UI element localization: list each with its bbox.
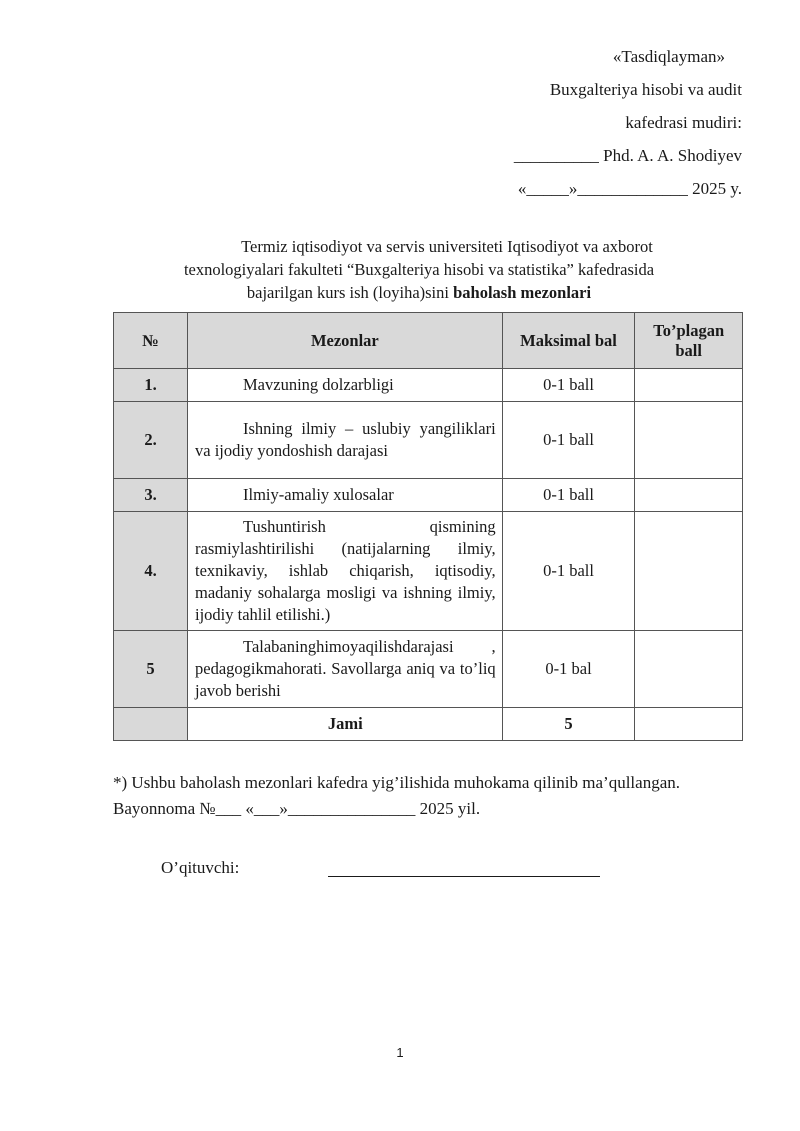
document-title xyxy=(114,235,744,304)
header-collected-score: To’plagan ball xyxy=(635,313,743,369)
row-max-score: 0-1 ball xyxy=(502,402,635,479)
signature-line xyxy=(328,876,600,877)
table-row xyxy=(114,479,743,512)
header-criteria: Mezonlar xyxy=(188,313,503,369)
title-line-3-bold: baholash mezonlari xyxy=(453,283,592,302)
table-row xyxy=(114,631,743,708)
row-criterion xyxy=(188,512,503,631)
row-number: 2. xyxy=(114,402,188,479)
row-criterion xyxy=(188,369,503,402)
table-row xyxy=(114,512,743,631)
title-line-3-plain: bajarilgan kurs ish (loyiha)sini xyxy=(246,283,454,302)
table-total-row xyxy=(114,708,743,741)
title-line-3 xyxy=(114,281,744,304)
row-number: 5 xyxy=(114,631,188,708)
page-number: 1 xyxy=(396,1045,404,1060)
note-line-2: Bayonnoma №___ «___»_______________ 2025 yil. xyxy=(113,799,481,818)
total-collected-score xyxy=(635,708,743,741)
row-number: 4. xyxy=(114,512,188,631)
title-line-1: Termiz iqtisodiyot va servis universiteti Iqtisodiyot va axborot xyxy=(241,237,653,256)
title-line-2: texnologiyalari fakulteti “Buxgalteriya hisobi va statistika” kafedrasida xyxy=(183,260,655,279)
criterion-text: Mavzuning dolzarbligi xyxy=(243,375,394,394)
header-number: № xyxy=(114,313,188,369)
total-max-score: 5 xyxy=(502,708,635,741)
row-number: 1. xyxy=(114,369,188,402)
table-header-row xyxy=(114,313,743,369)
row-criterion xyxy=(188,479,503,512)
row-number: 3. xyxy=(114,479,188,512)
row-criterion xyxy=(188,402,503,479)
criterion-text: Tushuntirish qismining rasmiylashtirilishi (natijalarning ilmiy, texnikaviy, ishlab chiqarish, iqtisodiy, madaniy sohalarga mosligi va ishning ilmiy, ijodiy tahlil etilishi.) xyxy=(195,517,496,624)
approval-signature: __________ Phd. A. A. Shodiyev xyxy=(513,146,742,165)
row-max-score: 0-1 bal xyxy=(502,631,635,708)
criteria-table xyxy=(113,312,743,741)
row-collected-score xyxy=(635,512,743,631)
row-collected-score xyxy=(635,369,743,402)
row-collected-score xyxy=(635,479,743,512)
row-collected-score xyxy=(635,402,743,479)
note-line-1: *) Ushbu baholash mezonlari kafedra yig’ilishida muhokama qilinib ma’qullangan. xyxy=(113,773,680,792)
header-max-score: Maksimal bal xyxy=(502,313,635,369)
row-max-score: 0-1 ball xyxy=(502,369,635,402)
teacher-signature-block xyxy=(161,858,661,878)
approval-note xyxy=(113,770,753,822)
table-row xyxy=(114,369,743,402)
criterion-text: Ilmiy-amaliy xulosalar xyxy=(243,485,394,504)
criterion-text: Talabaninghimoyaqilishdarajasi , pedagogikmahorati. Savollarga aniq va to’liq javob berishi xyxy=(195,637,496,700)
criterion-text: Ishning ilmiy – uslubiy yangiliklari va ijodiy yondoshish darajasi xyxy=(195,419,496,460)
total-number xyxy=(114,708,188,741)
approval-heading: «Tasdiqlayman» xyxy=(612,47,725,66)
row-criterion xyxy=(188,631,503,708)
row-max-score: 0-1 ball xyxy=(502,479,635,512)
approval-date: «_____»_____________ 2025 y. xyxy=(517,179,742,198)
teacher-label: O’qituvchi: xyxy=(161,858,240,877)
approval-position: kafedrasi mudiri: xyxy=(625,113,742,132)
table-row xyxy=(114,402,743,479)
approval-block xyxy=(412,40,742,205)
total-label: Jami xyxy=(188,708,503,741)
row-collected-score xyxy=(635,631,743,708)
row-max-score: 0-1 ball xyxy=(502,512,635,631)
approval-department: Buxgalteriya hisobi va audit xyxy=(549,80,742,99)
